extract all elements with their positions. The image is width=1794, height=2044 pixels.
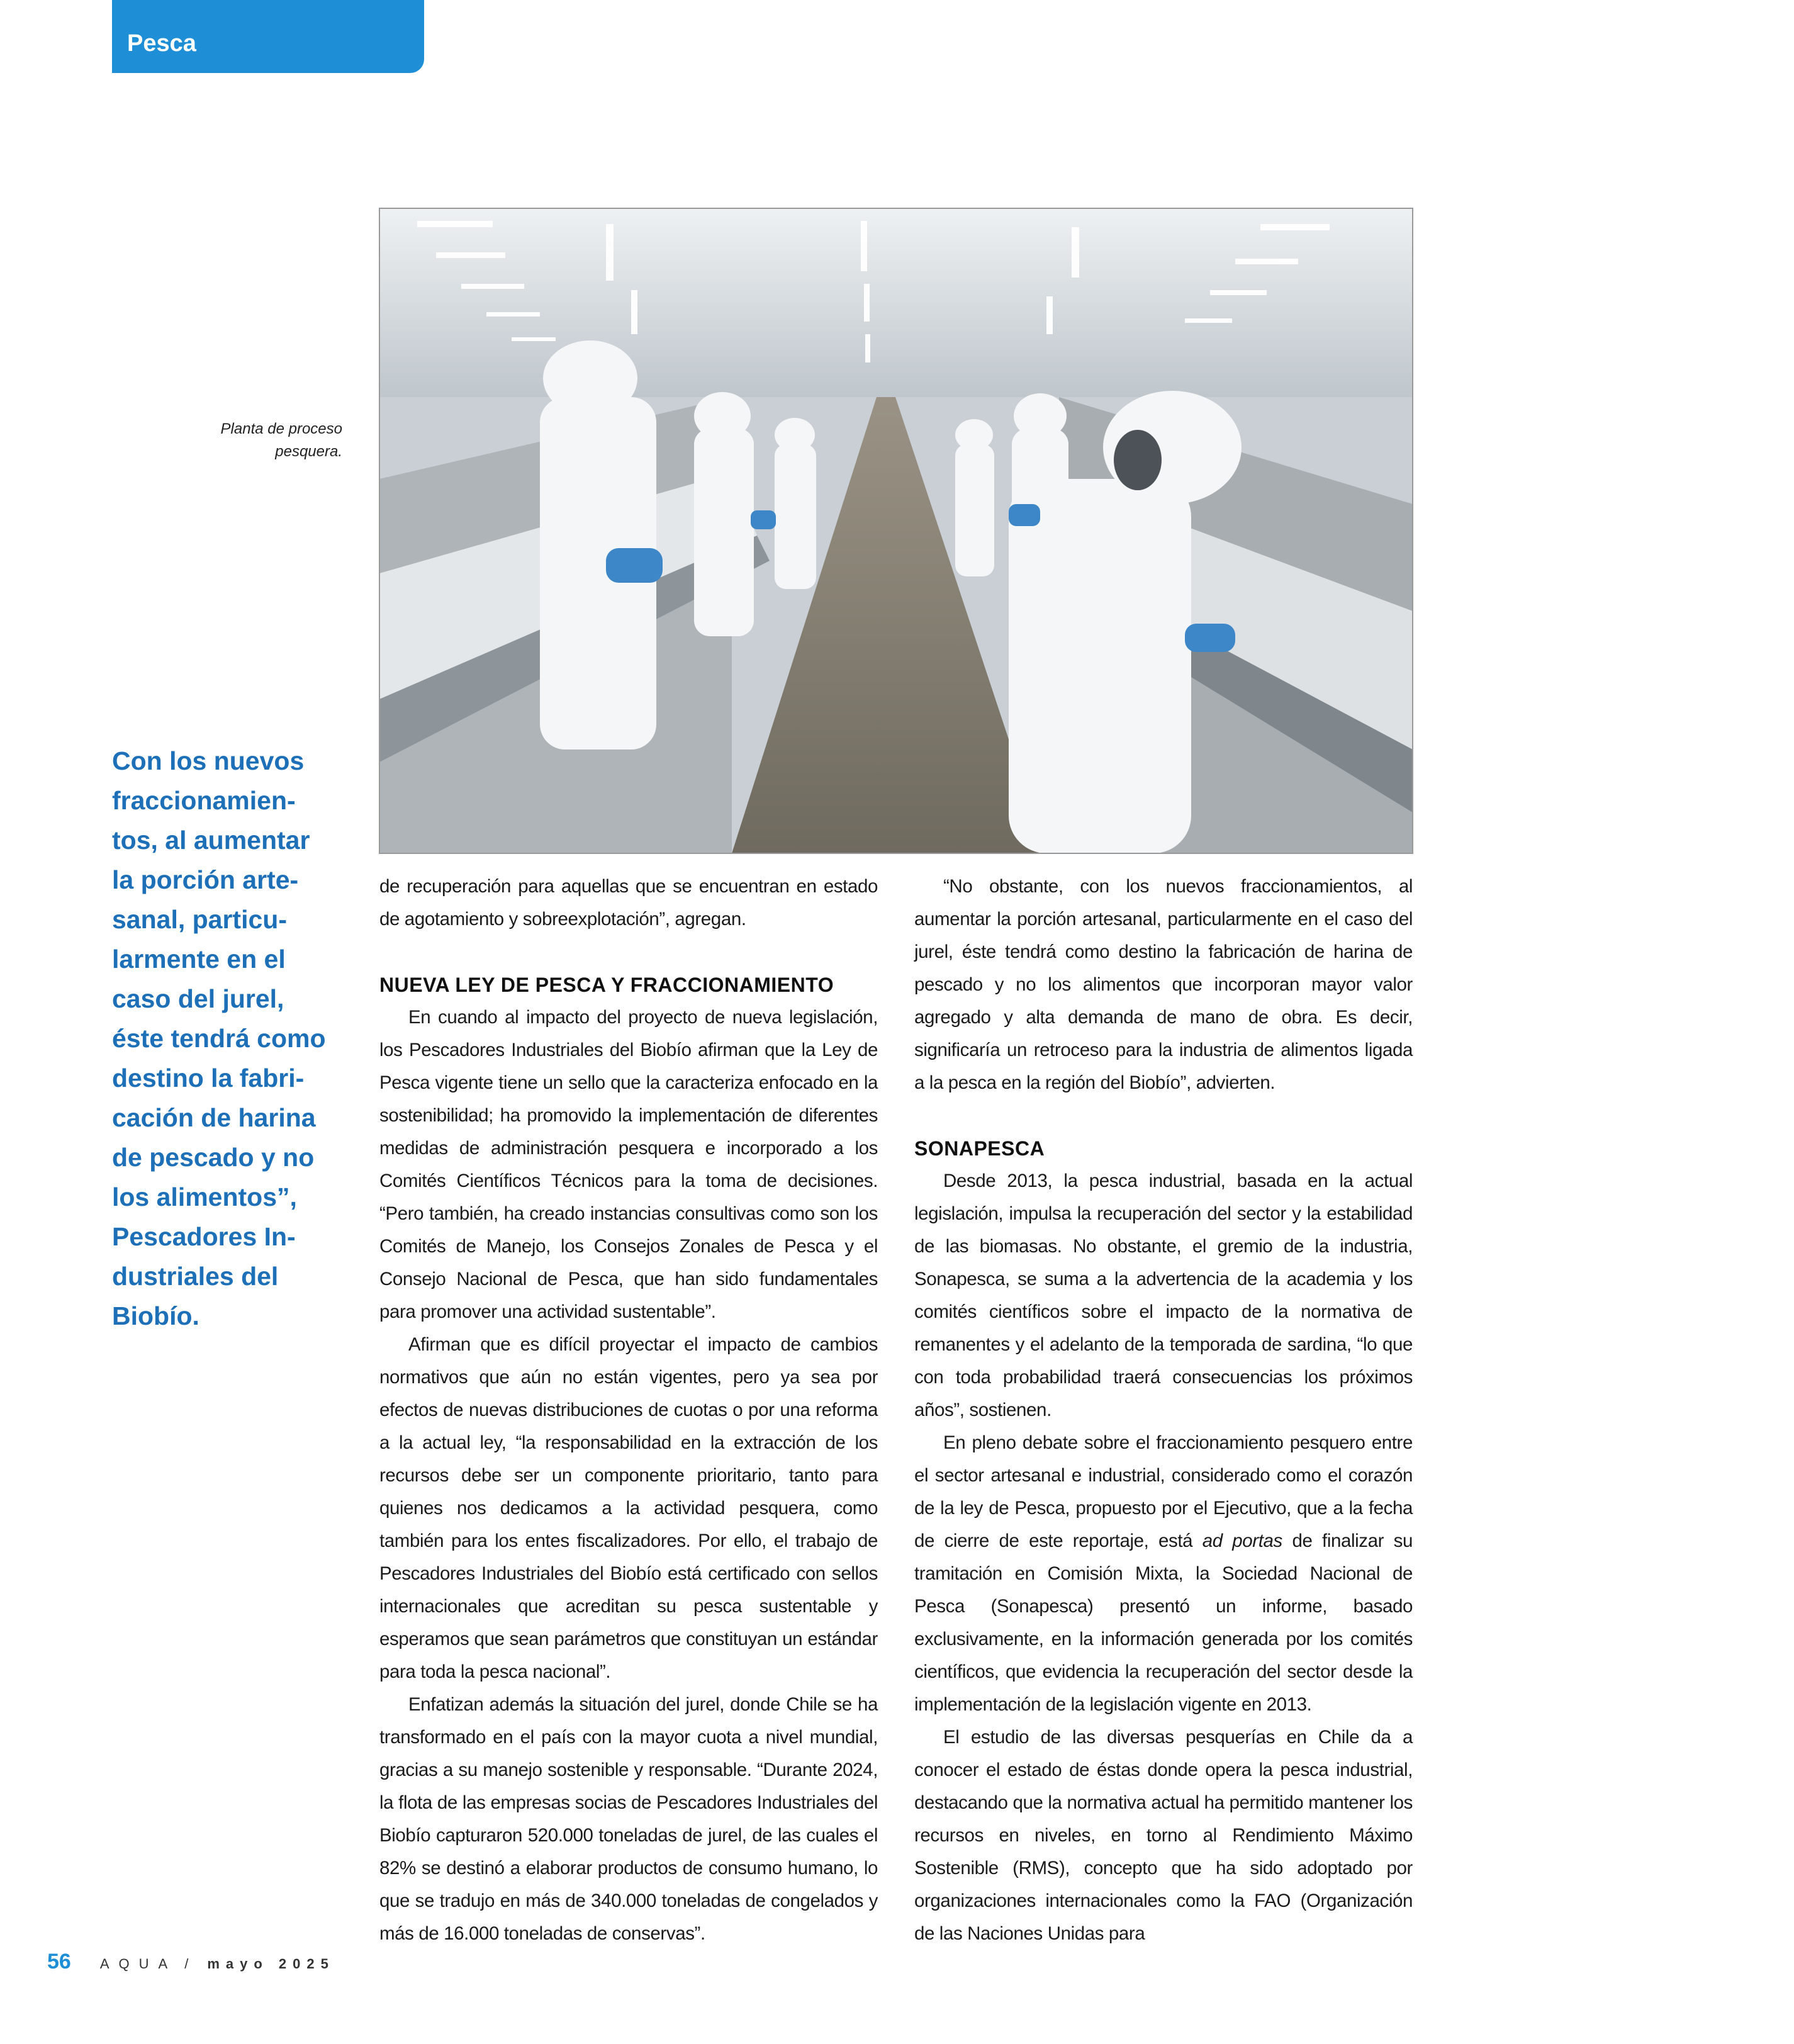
paragraph: Enfatizan además la situación del jurel, donde Chile se ha transformado en el país con la mayor cuota a nivel mundial, gracias a su manejo sostenible y responsable. “Durante 2024, la flota de las empresas socias de Pescadores Industriales del Biobío capturaron 520.000 toneladas de jurel, de las cuales el 82% se destinó a elaborar productos de consumo humano, lo que se tradujo en más de 340.000 toneladas de congelados y más de 16.000 toneladas de conservas”. [379, 1694, 878, 1944]
paragraph: “No obstante, con los nuevos fraccionamientos, al aumentar la porción artesanal, particularmente en el caso del jurel, éste tendrá como destino la fabricación de harina de pescado y no los alimentos que incorporan mayor valor agregado y alta demanda de mano de obra. Es decir, significaría un retroceso para la industria de alimentos ligada a la pesca en la región del Biobío”, advierten. [914, 876, 1413, 1093]
paragraph: Afirman que es difícil proyectar el impacto de cambios normativos que aún no están vigentes, pero ya sea por efectos de nuevas distribuciones de cuotas o por una reforma a la actual ley, “la responsabilidad en la extracción de los recursos debe ser un componente prioritario, tanto para quienes nos dedicamos a la actividad pesquera, como también para los entes fiscalizadores. Por ello, el trabajo de Pescadores Industriales del Biobío está certificado con sellos internacionales que acreditan su pesca sustentable y esperamos que sean parámetros que constituyan un estándar para toda la pesca nacional”. [379, 1334, 878, 1682]
paragraph [914, 1427, 1413, 1721]
paragraph: En cuando al impacto del proyecto de nueva legislación, los Pescadores Industriales del Biobío afirman que la Ley de Pesca vigente tiene un sello que la caracteriza enfocado en la sostenibilidad; ha promovido la implementación de diferentes medidas de administración pesquera e incorporado a los Comités Científicos Técnicos para la toma de decisiones. “Pero también, ha creado instancias consultivas como son los Comités de Manejo, los Consejos Zonales de Pesca y el Consejo Nacional de Pesca, que han sido fundamentales para promover una actividad sustentable”. [379, 1007, 878, 1322]
pull-quote-line: larmente en el [112, 945, 286, 974]
magazine-name: AQUA [99, 1956, 177, 1972]
emphasis-text: ad portas [1202, 1530, 1282, 1551]
pull-quote-line: fraccionamien- [112, 786, 296, 815]
pull-quote-line: Biobío. [112, 1301, 199, 1330]
page-number: 56 [47, 1950, 71, 1974]
photo-illustration [379, 208, 1413, 853]
section-heading: SONAPESCA [914, 1137, 1045, 1160]
pull-quote-line: Pescadores In- [112, 1222, 296, 1251]
paragraph: El estudio de las diversas pesquerías en Chile da a conocer el estado de éstas donde opera la pesca industrial, destacando que la normativa actual ha permitido mantener los recursos en niveles, en torno al Rendimiento Máximo Sostenible (RMS), concepto que ha sido adoptado por organizaciones internacionales como la FAO (Organización de las Naciones Unidas para [914, 1727, 1413, 1944]
page-footer [47, 1950, 335, 1975]
pull-quote-line: sanal, particu- [112, 905, 287, 934]
pull-quote-line: caso del jurel, [112, 984, 284, 1013]
article-column-2 [914, 870, 1413, 1950]
issue-date: mayo 2025 [207, 1956, 335, 1972]
pull-quote [112, 741, 351, 1336]
pull-quote-line: de pescado y no [112, 1143, 315, 1172]
section-label: Pesca [127, 30, 196, 57]
pull-quote-line: Con los nuevos [112, 746, 305, 775]
photo-caption: Planta de proceso pesquera. [220, 420, 342, 460]
article-column-1 [379, 870, 878, 1950]
pull-quote-line: éste tendrá como [112, 1024, 326, 1053]
paragraph: de recuperación para aquellas que se encuentran en estado de agotamiento y sobreexplotación”, agregan. [379, 876, 878, 929]
fish-processing-plant-photo [379, 208, 1786, 853]
section-heading: NUEVA LEY DE PESCA Y FRACCIONAMIENTO [379, 974, 834, 996]
footer-separator: / [184, 1956, 189, 1972]
paragraph-text: En pleno debate sobre el fraccionamiento pesquero entre el sector artesanal e industrial, considerado como el corazón de la ley de Pesca, propuesto por el Ejecutivo, que a la fecha de cierre de este reportaje, está [914, 1432, 1413, 1551]
paragraph-text: de finalizar su tramitación en Comisión Mixta, la Sociedad Nacional de Pesca (Sonapesca) presentó un informe, basado exclusivamente, en la información generada por los comités científicos, que evidencia la recuperación del sector desde la implementación de la legislación vigente en 2013. [914, 1530, 1413, 1715]
pull-quote-line: cación de harina [112, 1103, 316, 1132]
pull-quote-line: destino la fabri- [112, 1064, 305, 1092]
pull-quote-line: tos, al aumentar [112, 826, 310, 855]
pull-quote-line: los alimentos”, [112, 1182, 297, 1211]
pull-quote-line: la porción arte- [112, 865, 299, 894]
paragraph: Desde 2013, la pesca industrial, basada en la actual legislación, impulsa la recuperación del sector y la estabilidad de las biomasas. No obstante, el gremio de la industria, Sonapesca, se suma a la advertencia de la academia y los comités científicos sobre el impacto de la normativa de remanentes y el adelanto de la temporada de sardina, “lo que con toda probabilidad traerá consecuencias los próximos años”, sostienen. [914, 1171, 1413, 1420]
pull-quote-line: dustriales del [112, 1262, 279, 1291]
section-tab [112, 0, 424, 73]
photo-credit: Fotografía: Sonapesca. [1769, 315, 1786, 473]
